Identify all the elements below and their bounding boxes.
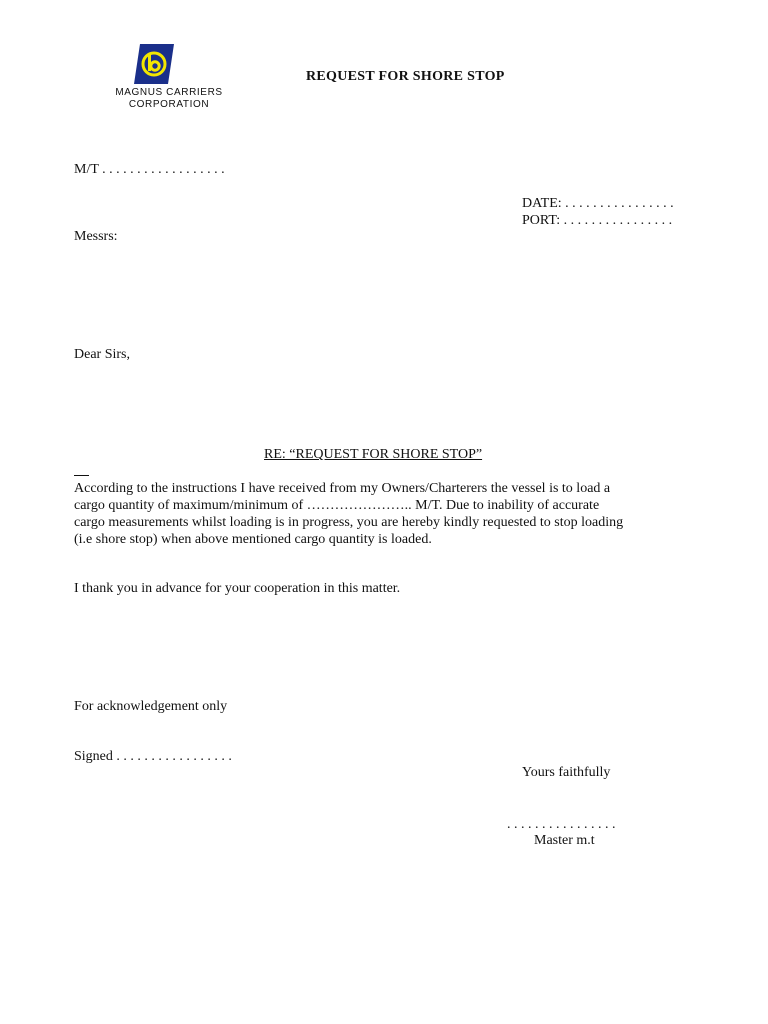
signed-line: Signed . . . . . . . . . . . . . . . . . [74,749,232,764]
thanks-line: I thank you in advance for your cooperation in this matter. [74,581,401,596]
company-name [104,87,234,111]
acknowledgement-line: For acknowledgement only [74,699,228,714]
messrs-label: Messrs: [74,229,118,244]
signature-line: . . . . . . . . . . . . . . . . [507,817,616,832]
body-line: cargo measurements whilst loading is in progress, you are hereby kindly requested to stop loading [74,515,624,530]
signatory-title: Master m.t [534,833,595,848]
logo-graphic [134,44,174,84]
short-rule [74,475,89,476]
company-name-line2: CORPORATION [128,99,210,110]
body-line: (i.e shore stop) when above mentioned cargo quantity is loaded. [74,532,432,547]
date-field: DATE: . . . . . . . . . . . . . . . . [522,196,674,211]
salutation: Dear Sirs, [74,347,130,362]
re-line: RE: “REQUEST FOR SHORE STOP” [264,447,483,462]
port-field: PORT: . . . . . . . . . . . . . . . . [522,213,673,228]
body-paragraph [74,480,694,548]
company-logo [134,44,174,84]
body-line: cargo quantity of maximum/minimum of ………………….. M/T. Due to inability of accurate [74,498,600,513]
document-title: REQUEST FOR SHORE STOP [306,69,505,84]
closing-line: Yours faithfully [522,765,611,780]
body-line: According to the instructions I have received from my Owners/Charterers the vessel is to load a [74,481,611,496]
vessel-field: M/T . . . . . . . . . . . . . . . . . . [74,162,225,177]
company-name-line1: MAGNUS CARRIERS [115,87,223,98]
